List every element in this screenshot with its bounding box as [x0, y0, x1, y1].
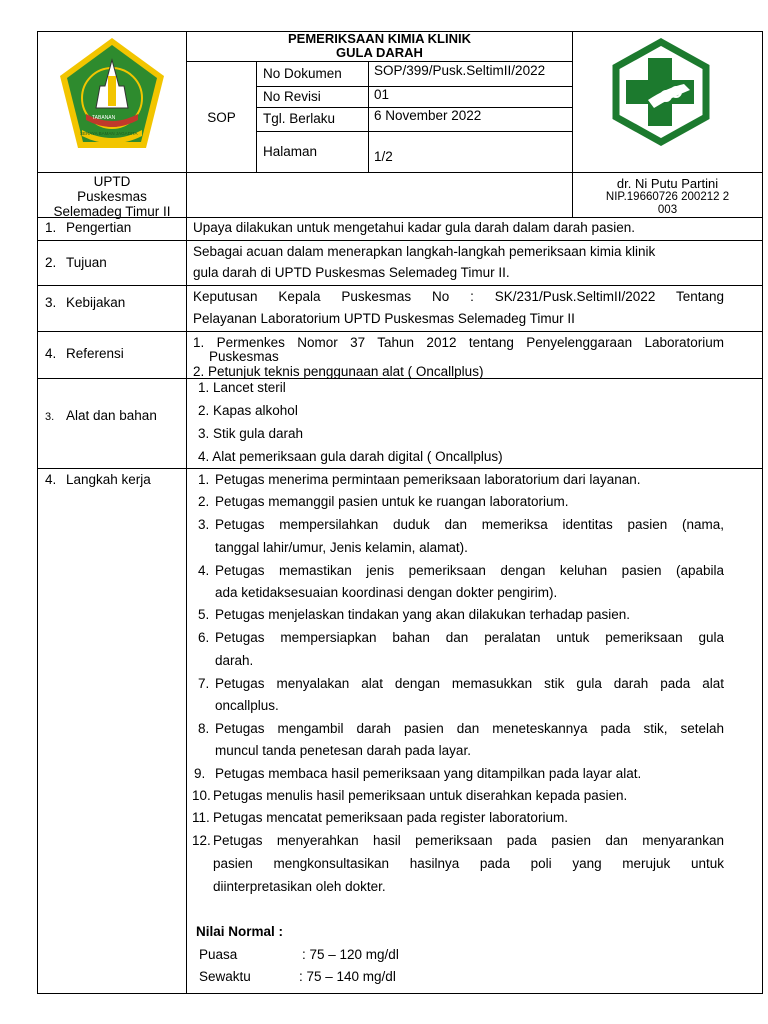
step-number: 7.: [198, 676, 210, 691]
meta-value-halaman: 1/2: [374, 149, 393, 164]
step-text: Petugas menyerahkan hasil pemeriksaan pada pasien dan menyarankan: [213, 833, 724, 848]
referensi-item1-line1: 1. Permenkes Nomor 37 Tahun 2012 tentang Penyelenggaraan Laboratorium: [193, 335, 724, 350]
section-text-pengertian: Upaya dilakukan untuk mengetahui kadar gula darah dalam darah pasien.: [193, 220, 636, 235]
section-number-referensi: 4.: [45, 346, 57, 361]
meta-label-no-revisi: No Revisi: [263, 89, 321, 104]
logo-left-text2: SERAYA BAMAN JAGADITA: [80, 131, 138, 136]
section-text-tujuan-line1: Sebagai acuan dalam menerapkan langkah-langkah pemeriksaan kimia klinik: [193, 244, 656, 259]
right-logo: [608, 38, 714, 146]
section-number-langkah: 4.: [45, 472, 57, 487]
normal-label-sewaktu: Sewaktu: [199, 969, 251, 984]
step-number: 6.: [198, 630, 210, 645]
step-text: darah.: [215, 653, 254, 668]
section-text-kebijakan-line1: Keputusan Kepala Puskesmas No : SK/231/Pusk.SeltimII/2022 Tentang: [193, 289, 724, 304]
step-text: Petugas memanggil pasien untuk ke ruangan laboratorium.: [215, 494, 569, 509]
referensi-item1-line2: Puskesmas: [209, 349, 279, 364]
meta-value-no-dokumen: SOP/399/Pusk.SeltimII/2022: [374, 63, 546, 78]
step-text: Petugas mengambil darah pasien dan meneteskannya pada stik, setelah: [215, 721, 724, 736]
normal-value-puasa: : 75 – 120 mg/dl: [302, 947, 399, 962]
step-text: pasien mengkonsultasikan hasilnya pada poli yang merujuk untuk: [213, 856, 724, 871]
step-number: 10.: [192, 788, 211, 803]
step-text: Petugas mempersilahkan duduk dan memeriksa identitas pasien (nama,: [215, 517, 724, 532]
signer-nip-line1: NIP.19660726 200212 2: [605, 191, 730, 203]
section-number-kebijakan: 3.: [45, 295, 57, 310]
org-name-line1: UPTD: [93, 174, 131, 189]
step-text: Petugas menulis hasil pemeriksaan untuk diserahkan kepada pasien.: [213, 788, 628, 803]
page-title-line2: GULA DARAH: [336, 45, 423, 60]
step-number: 1.: [198, 472, 210, 487]
meta-label-tgl-berlaku: Tgl. Berlaku: [263, 111, 336, 126]
meta-value-no-revisi: 01: [374, 87, 390, 102]
signer-name: dr. Ni Putu Partini: [616, 176, 719, 191]
step-number: 5.: [198, 607, 210, 622]
normal-label-puasa: Puasa: [199, 947, 238, 962]
list-item: 1. Lancet steril: [198, 380, 286, 395]
meta-label-no-dokumen: No Dokumen: [263, 66, 342, 81]
section-text-tujuan-line2: gula darah di UPTD Puskesmas Selemadeg Timur II.: [193, 265, 510, 280]
step-number: 8.: [198, 721, 210, 736]
page-title-line1: PEMERIKSAAN KIMIA KLINIK: [288, 31, 471, 46]
step-number: 2.: [198, 494, 210, 509]
signer-nip-line2: 003: [657, 204, 678, 216]
org-name-line2: Puskesmas: [77, 189, 147, 204]
step-text: Petugas menerima permintaan pemeriksaan laboratorium dari layanan.: [215, 472, 641, 487]
step-number: 9.: [194, 766, 206, 781]
step-text: oncallplus.: [215, 698, 279, 713]
section-label-kebijakan: Kebijakan: [66, 295, 126, 310]
section-number-pengertian: 1.: [45, 220, 57, 235]
step-text: muncul tanda penetesan darah pada layar.: [215, 743, 471, 758]
step-text: tanggal lahir/umur, Jenis kelamin, alamat).: [215, 540, 468, 555]
step-text: Petugas memastikan jenis pemeriksaan dengan keluhan pasien (apabila: [215, 563, 724, 578]
normal-title: Nilai Normal :: [196, 924, 284, 939]
list-item: 4. Alat pemeriksaan gula darah digital ( Oncallplus): [198, 449, 503, 464]
section-label-pengertian: Pengertian: [66, 220, 132, 235]
section-label-tujuan: Tujuan: [66, 255, 107, 270]
meta-value-tgl-berlaku: 6 November 2022: [374, 108, 482, 123]
section-label-referensi: Referensi: [66, 346, 124, 361]
section-number-tujuan: 2.: [45, 255, 57, 270]
normal-value-sewaktu: : 75 – 140 mg/dl: [299, 969, 396, 984]
step-text: Petugas mempersiapkan bahan dan peralatan untuk pemeriksaan gula: [215, 630, 724, 645]
section-text-kebijakan-line2: Pelayanan Laboratorium UPTD Puskesmas Selemadeg Timur II: [193, 311, 575, 326]
section-label-langkah: Langkah kerja: [66, 472, 151, 487]
step-number: 4.: [198, 563, 210, 578]
meta-label-halaman: Halaman: [263, 144, 318, 159]
org-name-line3: Selemadeg Timur II: [53, 204, 171, 219]
list-item: 2. Kapas alkohol: [198, 403, 298, 418]
step-number: 11.: [192, 810, 210, 825]
step-text: Petugas menjelaskan tindakan yang akan dilakukan terhadap pasien.: [215, 607, 631, 622]
sop-label: SOP: [207, 110, 236, 125]
step-text: Petugas mencatat pemeriksaan pada register laboratorium.: [213, 810, 568, 825]
step-text: Petugas membaca hasil pemeriksaan yang ditampilkan pada layar alat.: [215, 766, 642, 781]
step-number: 12.: [192, 833, 211, 848]
step-text: ada ketidaksesuaian koordinasi dengan dokter pengirim).: [215, 585, 558, 600]
list-item: 3. Stik gula darah: [198, 426, 304, 441]
section-label-alat: Alat dan bahan: [66, 408, 157, 423]
referensi-item2: 2. Petunjuk teknis penggunaan alat ( Oncallplus): [193, 364, 484, 379]
left-logo: [56, 36, 168, 154]
step-text: diinterpretasikan oleh dokter.: [213, 879, 386, 894]
step-text: Petugas menyalakan alat dengan memasukkan stik gula darah pada alat: [215, 676, 724, 691]
step-number: 3.: [198, 517, 210, 532]
logo-left-text1: TABANAN: [92, 115, 116, 121]
section-number-alat: 3.: [45, 411, 55, 423]
